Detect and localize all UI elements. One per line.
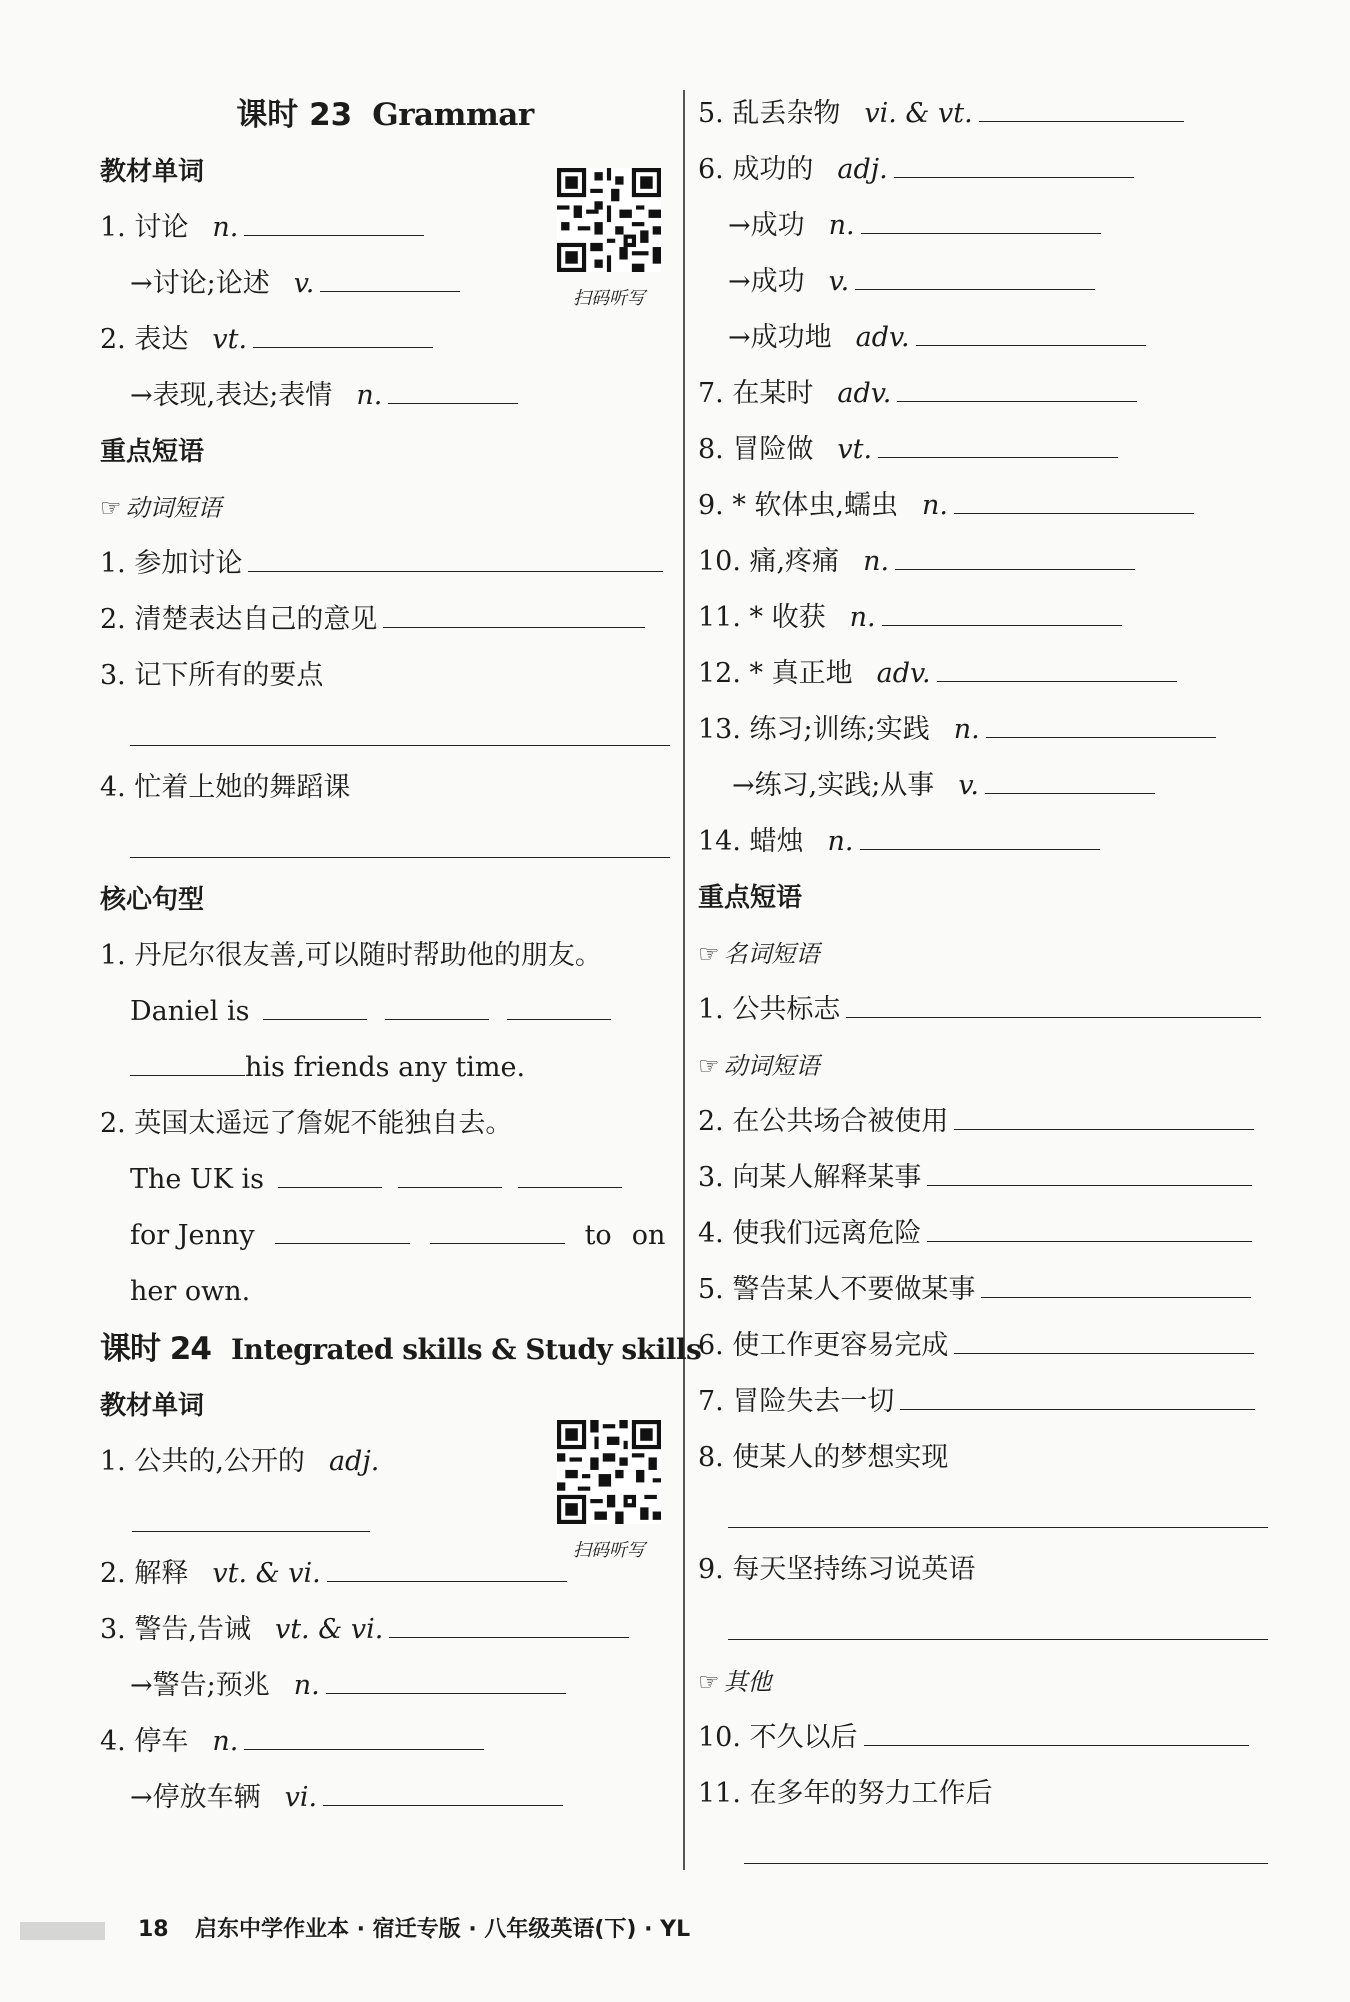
- answer-line[interactable]: [100, 816, 670, 872]
- phrase-item-q9: 9. 每天坚持练习说英语: [698, 1554, 976, 1585]
- vocab-item-parking-derived: →停放车辆 vi.: [100, 1770, 670, 1826]
- sentence-item-2: 2. 英国太遥远了詹妮不能独自去。: [100, 1108, 513, 1139]
- sentence-1-english-line-2: his friends any time.: [100, 1040, 670, 1096]
- answer-blank[interactable]: [986, 707, 1216, 738]
- answer-line[interactable]: [698, 1486, 1268, 1542]
- vocab-item-6: 6. 成功的 adj.: [698, 142, 1268, 198]
- answer-blank[interactable]: [900, 1379, 1255, 1410]
- phrase-item-q3: 3. 向某人解释某事: [698, 1150, 1268, 1206]
- vocab-item-warn-derived: →警告;预兆 n.: [100, 1658, 670, 1714]
- answer-blank[interactable]: [327, 1551, 567, 1582]
- lesson-23-title: 课时 23 Grammar: [236, 97, 534, 133]
- qr-code-block-1[interactable]: 扫码听写: [554, 168, 664, 310]
- page-footer: [20, 1910, 1320, 1950]
- pointing-hand-icon: ☞: [698, 1052, 720, 1080]
- right-column: [698, 86, 1268, 1878]
- answer-blank[interactable]: [895, 539, 1135, 570]
- vocab-item-1: 1. 讨论 n.: [100, 200, 670, 256]
- phrase-item-q8: 8. 使某人的梦想实现: [698, 1442, 949, 1473]
- section-heading-phrases-2: 重点短语: [698, 883, 803, 913]
- answer-line[interactable]: [100, 1490, 670, 1546]
- answer-blank[interactable]: [882, 595, 1122, 626]
- answer-blank[interactable]: [518, 1157, 622, 1188]
- phrase-item-q7: 7. 冒险失去一切: [698, 1374, 1268, 1430]
- answer-blank[interactable]: [878, 427, 1118, 458]
- answer-blank[interactable]: [985, 763, 1155, 794]
- page-number: 18: [138, 1917, 169, 1942]
- answer-blank[interactable]: [897, 371, 1137, 402]
- footer-bar: [20, 1922, 105, 1940]
- vocab-item-13a: →练习,实践;从事 v.: [698, 758, 1268, 814]
- vocab-item-8: 8. 冒险做 vt.: [698, 422, 1268, 478]
- answer-blank[interactable]: [320, 261, 460, 292]
- answer-blank[interactable]: [894, 147, 1134, 178]
- answer-line[interactable]: [100, 704, 670, 760]
- answer-blank[interactable]: [927, 1211, 1252, 1242]
- answer-blank[interactable]: [263, 989, 367, 1020]
- answer-blank[interactable]: [861, 203, 1101, 234]
- phrase-item-3: 3. 记下所有的要点: [100, 660, 324, 691]
- vocab-item-parking: 4. 停车 n.: [100, 1714, 670, 1770]
- vocab-item-warn: 3. 警告,告诫 vt. & vi.: [100, 1602, 670, 1658]
- answer-blank[interactable]: [275, 1213, 410, 1244]
- answer-blank[interactable]: [507, 989, 611, 1020]
- left-column: [100, 86, 702, 1826]
- answer-blank[interactable]: [326, 1663, 566, 1694]
- vocab-item-2-derived: →表现,表达;表情 n.: [100, 368, 670, 424]
- section-heading-sentences: 核心句型: [100, 885, 205, 915]
- answer-blank[interactable]: [244, 1719, 484, 1750]
- column-divider: [683, 90, 685, 1870]
- vocab-item-public: 1. 公共的,公开的 adj.: [100, 1446, 380, 1477]
- answer-blank[interactable]: [954, 483, 1194, 514]
- phrase-item-2: 2. 清楚表达自己的意见: [100, 592, 670, 648]
- vocab-item-explain: 2. 解释 vt. & vi.: [100, 1546, 670, 1602]
- answer-blank[interactable]: [398, 1157, 502, 1188]
- vocab-item-7: 7. 在某时 adv.: [698, 366, 1268, 422]
- answer-blank[interactable]: [430, 1213, 565, 1244]
- sentence-item-1: 1. 丹尼尔很友善,可以随时帮助他的朋友。: [100, 940, 602, 971]
- answer-blank[interactable]: [916, 315, 1146, 346]
- phrase-item-q10: 10. 不久以后: [698, 1710, 1268, 1766]
- answer-line[interactable]: [698, 1822, 1268, 1878]
- answer-blank[interactable]: [846, 987, 1261, 1018]
- phrase-item-q2: 2. 在公共场合被使用: [698, 1094, 1268, 1150]
- phrase-item-q4: 4. 使我们远离危险: [698, 1206, 1268, 1262]
- phrase-item-q1: 1. 公共标志: [698, 982, 1268, 1038]
- answer-blank[interactable]: [979, 91, 1184, 122]
- subheading-noun-phrases: ☞ 名词短语: [698, 940, 820, 968]
- section-heading-vocab-2: 教材单词: [100, 1391, 205, 1421]
- answer-blank[interactable]: [385, 989, 489, 1020]
- answer-line[interactable]: [698, 1598, 1268, 1654]
- answer-blank[interactable]: [278, 1157, 382, 1188]
- vocab-item-6b: →成功 v.: [698, 254, 1268, 310]
- pointing-hand-icon: ☞: [698, 1668, 720, 1696]
- pointing-hand-icon: ☞: [100, 494, 122, 522]
- phrase-item-q6: 6. 使工作更容易完成: [698, 1318, 1268, 1374]
- vocab-item-12: 12. * 真正地 adv.: [698, 646, 1268, 702]
- sentence-2-english-line-2: for Jenny to on: [100, 1208, 670, 1264]
- vocab-item-9: 9. * 软体虫,蠕虫 n.: [698, 478, 1268, 534]
- vocab-item-6c: →成功地 adv.: [698, 310, 1268, 366]
- answer-blank[interactable]: [927, 1155, 1252, 1186]
- phrase-item-q11: 11. 在多年的努力工作后: [698, 1778, 993, 1809]
- book-title: 启东中学作业本 · 宿迁专版 · 八年级英语(下) · YL: [195, 1917, 691, 1942]
- phrase-item-1: 1. 参加讨论: [100, 536, 670, 592]
- sentence-2-english-line-3: her own.: [130, 1276, 251, 1307]
- phrase-item-4: 4. 忙着上她的舞蹈课: [100, 772, 351, 803]
- answer-blank[interactable]: [130, 1045, 245, 1076]
- lesson-24-title: 课时 24 Integrated skills & Study skills: [100, 1331, 702, 1367]
- answer-blank[interactable]: [855, 259, 1095, 290]
- answer-blank[interactable]: [954, 1099, 1254, 1130]
- subheading-verb-phrases-2: ☞ 动词短语: [698, 1052, 820, 1080]
- answer-blank[interactable]: [937, 651, 1177, 682]
- vocab-item-10: 10. 痛,疼痛 n.: [698, 534, 1268, 590]
- sentence-2-english-line-1: The UK is: [100, 1152, 670, 1208]
- vocab-item-6a: →成功 n.: [698, 198, 1268, 254]
- answer-blank[interactable]: [389, 1607, 629, 1638]
- pointing-hand-icon: ☞: [698, 940, 720, 968]
- answer-blank[interactable]: [323, 1775, 563, 1806]
- vocab-item-14: 14. 蜡烛 n.: [698, 814, 1268, 870]
- section-heading-phrases: 重点短语: [100, 437, 205, 467]
- vocab-item-11: 11. * 收获 n.: [698, 590, 1268, 646]
- answer-blank[interactable]: [864, 1715, 1249, 1746]
- section-heading-vocab: 教材单词: [100, 157, 205, 187]
- vocab-item-2: 2. 表达 vt.: [100, 312, 670, 368]
- subheading-verb-phrases: ☞ 动词短语: [100, 494, 222, 522]
- answer-blank[interactable]: [383, 597, 645, 628]
- phrase-item-q5: 5. 警告某人不要做某事: [698, 1262, 1268, 1318]
- answer-blank[interactable]: [244, 205, 424, 236]
- qr-code-block-2[interactable]: 扫码听写: [554, 1420, 664, 1562]
- vocab-item-13: 13. 练习;训练;实践 n.: [698, 702, 1268, 758]
- answer-blank[interactable]: [954, 1323, 1254, 1354]
- answer-blank[interactable]: [388, 373, 518, 404]
- vocab-item-5: 5. 乱丢杂物 vi. & vt.: [698, 86, 1268, 142]
- sentence-1-english-line-1: Daniel is: [100, 984, 670, 1040]
- answer-blank[interactable]: [981, 1267, 1251, 1298]
- vocab-item-1-derived: →讨论;论述 v.: [100, 256, 670, 312]
- answer-blank[interactable]: [253, 317, 433, 348]
- answer-blank[interactable]: [860, 819, 1100, 850]
- answer-blank[interactable]: [248, 541, 663, 572]
- subheading-other: ☞ 其他: [698, 1668, 772, 1696]
